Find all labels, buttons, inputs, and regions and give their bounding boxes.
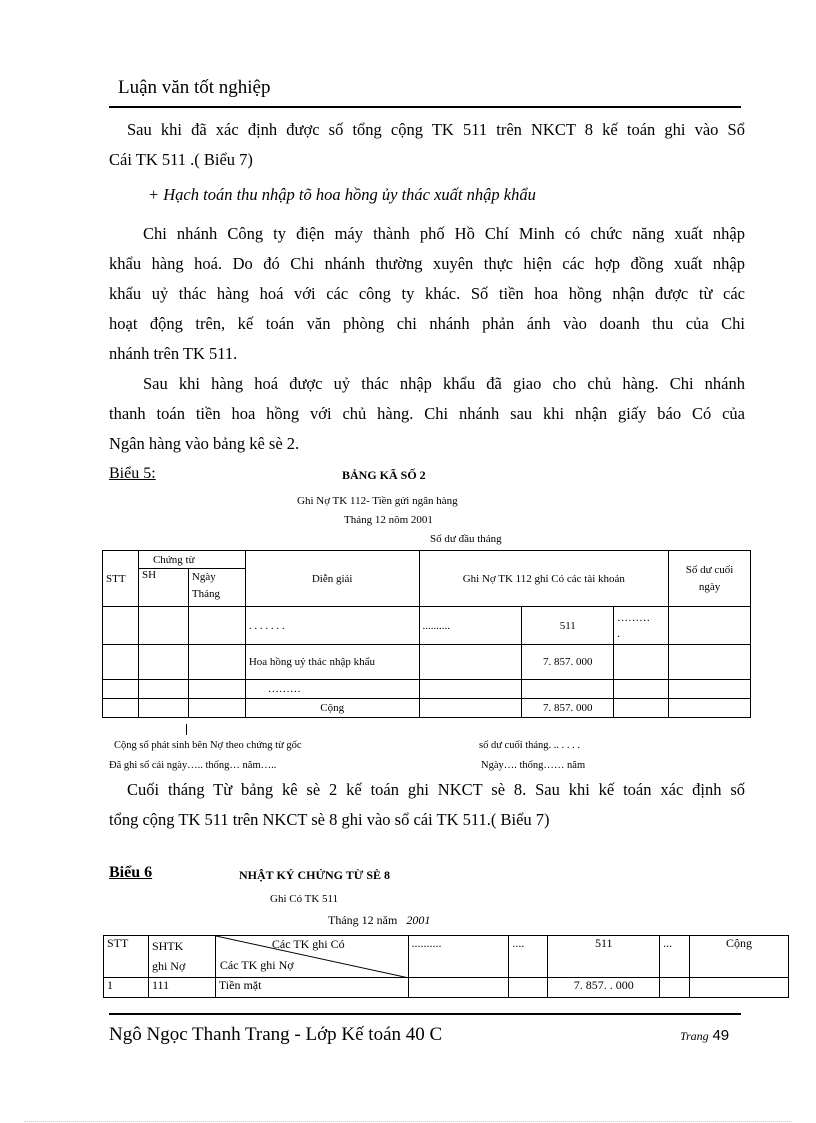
bieu6-title: NHẬT KÝ CHỨNG TỪ SÈ 8 xyxy=(239,868,391,882)
bieu6-subtitle: Ghi Có TK 511 xyxy=(270,893,339,905)
row-account: .......... xyxy=(419,607,522,645)
row-dien-giai: ……… xyxy=(245,680,419,699)
paragraph-line: khẩu hàng hoá. Do đó Chi nhánh thường xuyên thực hiện các hợp đồng xuất nhập xyxy=(109,254,745,273)
bieu5-period: Tháng 12 nõm 2001 xyxy=(344,514,433,526)
row-account-line: . xyxy=(617,627,620,640)
row-dien-giai: . . . . . . . xyxy=(245,607,419,645)
header-credit-accounts: Các TK ghi Có xyxy=(271,937,345,951)
header-dien-giai: Diễn giải xyxy=(245,551,419,607)
bieu6-period xyxy=(328,913,430,928)
bieu5-table xyxy=(102,550,751,718)
bieu6-period-label: Tháng 12 năm xyxy=(328,913,398,927)
paragraph-line: Cuối tháng Từ bảng kê sè 2 kế toán ghi NKCT sè 8. Sau khi kế toán xác định số xyxy=(127,780,745,799)
header-total: Cộng xyxy=(690,936,789,978)
bieu5-footer-left: Cộng số phát sinh bên Nợ theo chứng từ gốc xyxy=(114,740,302,751)
header-shtk-line: ghi Nợ xyxy=(151,959,186,973)
bieu5-label: Biểu 5: xyxy=(109,465,156,482)
row-total-amount: 7. 857. 000 xyxy=(522,699,614,718)
header-so-du xyxy=(669,551,751,607)
row-stt: 1 xyxy=(104,978,149,998)
row-account-name: Tiền mặt xyxy=(215,978,408,998)
footer-page-word: Trang xyxy=(680,1029,709,1043)
table-row xyxy=(103,699,751,718)
paragraph-line: thanh toán tiền hoa hồng với chủ hàng. Chi nhánh sau khi nhận giấy báo Có của xyxy=(109,404,745,423)
row-total-label: Cộng xyxy=(245,699,419,718)
paragraph-3 xyxy=(109,369,745,459)
header-thang: Tháng xyxy=(191,588,220,600)
footer-author: Ngô Ngọc Thanh Trang - Lớp Kế toán 40 C xyxy=(109,1024,443,1045)
paragraph-1 xyxy=(109,115,745,175)
header-sh: SH xyxy=(138,569,188,607)
table-tick xyxy=(186,724,187,735)
table-row xyxy=(103,645,751,680)
header-rule xyxy=(109,106,741,108)
bieu5-subtitle: Ghi Nợ TK 112- Tiền gửi ngân hàng xyxy=(297,495,458,507)
table-row xyxy=(104,978,789,998)
header-ngay: Ngày xyxy=(191,571,216,583)
paragraph-line: Sau khi đã xác định được số tổng cộng TK 511 trên NKCT 8 kế toán ghi vào Sổ xyxy=(127,120,745,139)
paragraph-line: hoạt động trên, kế toán văn phòng chi nhánh phản ánh vào doanh thu của Chi xyxy=(109,314,745,333)
header-so-du-line: ngày xyxy=(698,580,721,593)
running-header: Luận văn tốt nghiệp xyxy=(118,77,271,98)
row-dien-giai: Hoa hồng uỷ thác nhập khẩu xyxy=(245,645,419,680)
header-col-511: 511 xyxy=(548,936,660,978)
paragraph-4 xyxy=(109,775,745,835)
row-account: 511 xyxy=(522,607,614,645)
header-stt: STT xyxy=(104,936,149,978)
row-shtk: 111 xyxy=(148,978,215,998)
paragraph-line: Cái TK 511 .( Biểu 7) xyxy=(109,150,253,169)
bieu6-label: Biểu 6 xyxy=(109,864,153,881)
header-stt: STT xyxy=(103,551,139,607)
header-diagonal-cell xyxy=(215,936,408,978)
paragraph-line: Ngân hàng vào bảng kê sè 2. xyxy=(109,434,300,453)
header-so-du-line: Số dư cuối xyxy=(685,563,734,576)
paragraph-line: Chi nhánh Công ty điện máy thành phố Hồ Chí Minh có chức năng xuất nhập xyxy=(143,224,745,243)
header-col: ... xyxy=(660,936,690,978)
paragraph-line: Sau khi hàng hoá được uỷ thác nhập khẩu đã giao cho chủ hàng. Chi nhánh xyxy=(143,374,745,393)
header-ngay-thang xyxy=(188,569,245,607)
row-amount: 7. 857. . 000 xyxy=(548,978,660,998)
bieu5-title: BẢNG KÃ SỐ 2 xyxy=(342,468,426,482)
bieu5-footer-right: Ngày…. thống…… năm xyxy=(481,760,586,771)
section-subheading: + Hạch toán thu nhập tõ hoa hồng ủy thác xuất nhập khẩu xyxy=(148,185,536,204)
row-account xyxy=(614,607,669,645)
header-col: .......... xyxy=(408,936,509,978)
header-col: .... xyxy=(509,936,548,978)
footer-rule xyxy=(109,1013,741,1015)
table-row xyxy=(103,680,751,699)
bieu5-footer-right: số dư cuối tháng. .. . . . . xyxy=(479,740,581,751)
table-row xyxy=(103,607,751,645)
row-amount: 7. 857. 000 xyxy=(522,645,614,680)
paragraph-line: tổng cộng TK 511 trên NKCT sè 8 ghi vào sổ cái TK 511.( Biểu 7) xyxy=(109,810,550,829)
header-chung-tu: Chứng từ xyxy=(138,551,245,569)
header-debit-accounts: Các TK ghi Nợ xyxy=(219,958,294,972)
bieu5-opening-balance: Số dư đầu tháng xyxy=(430,533,502,545)
header-shtk xyxy=(148,936,215,978)
page-bottom-dotted-line xyxy=(24,1121,792,1122)
paragraph-line: khẩu uỷ thác hàng hoá với các công ty khác. Số tiền hoa hồng nhận được từ các xyxy=(109,284,745,303)
header-ghi-no: Ghi Nợ TK 112 ghi Có các tài khoản xyxy=(419,551,669,607)
paragraph-2 xyxy=(109,219,745,369)
footer-page-number: 49 xyxy=(712,1027,730,1044)
bieu6-period-year: 2001 xyxy=(406,913,431,927)
row-account-line: ……… xyxy=(617,611,651,624)
bieu5-footer-left: Đã ghi sổ cái ngày….. thống… năm….. xyxy=(109,760,277,771)
header-shtk-line: SHTK xyxy=(151,939,184,953)
bieu6-table xyxy=(103,935,789,998)
footer-page xyxy=(680,1027,729,1045)
paragraph-line: nhánh trên TK 511. xyxy=(109,344,238,363)
